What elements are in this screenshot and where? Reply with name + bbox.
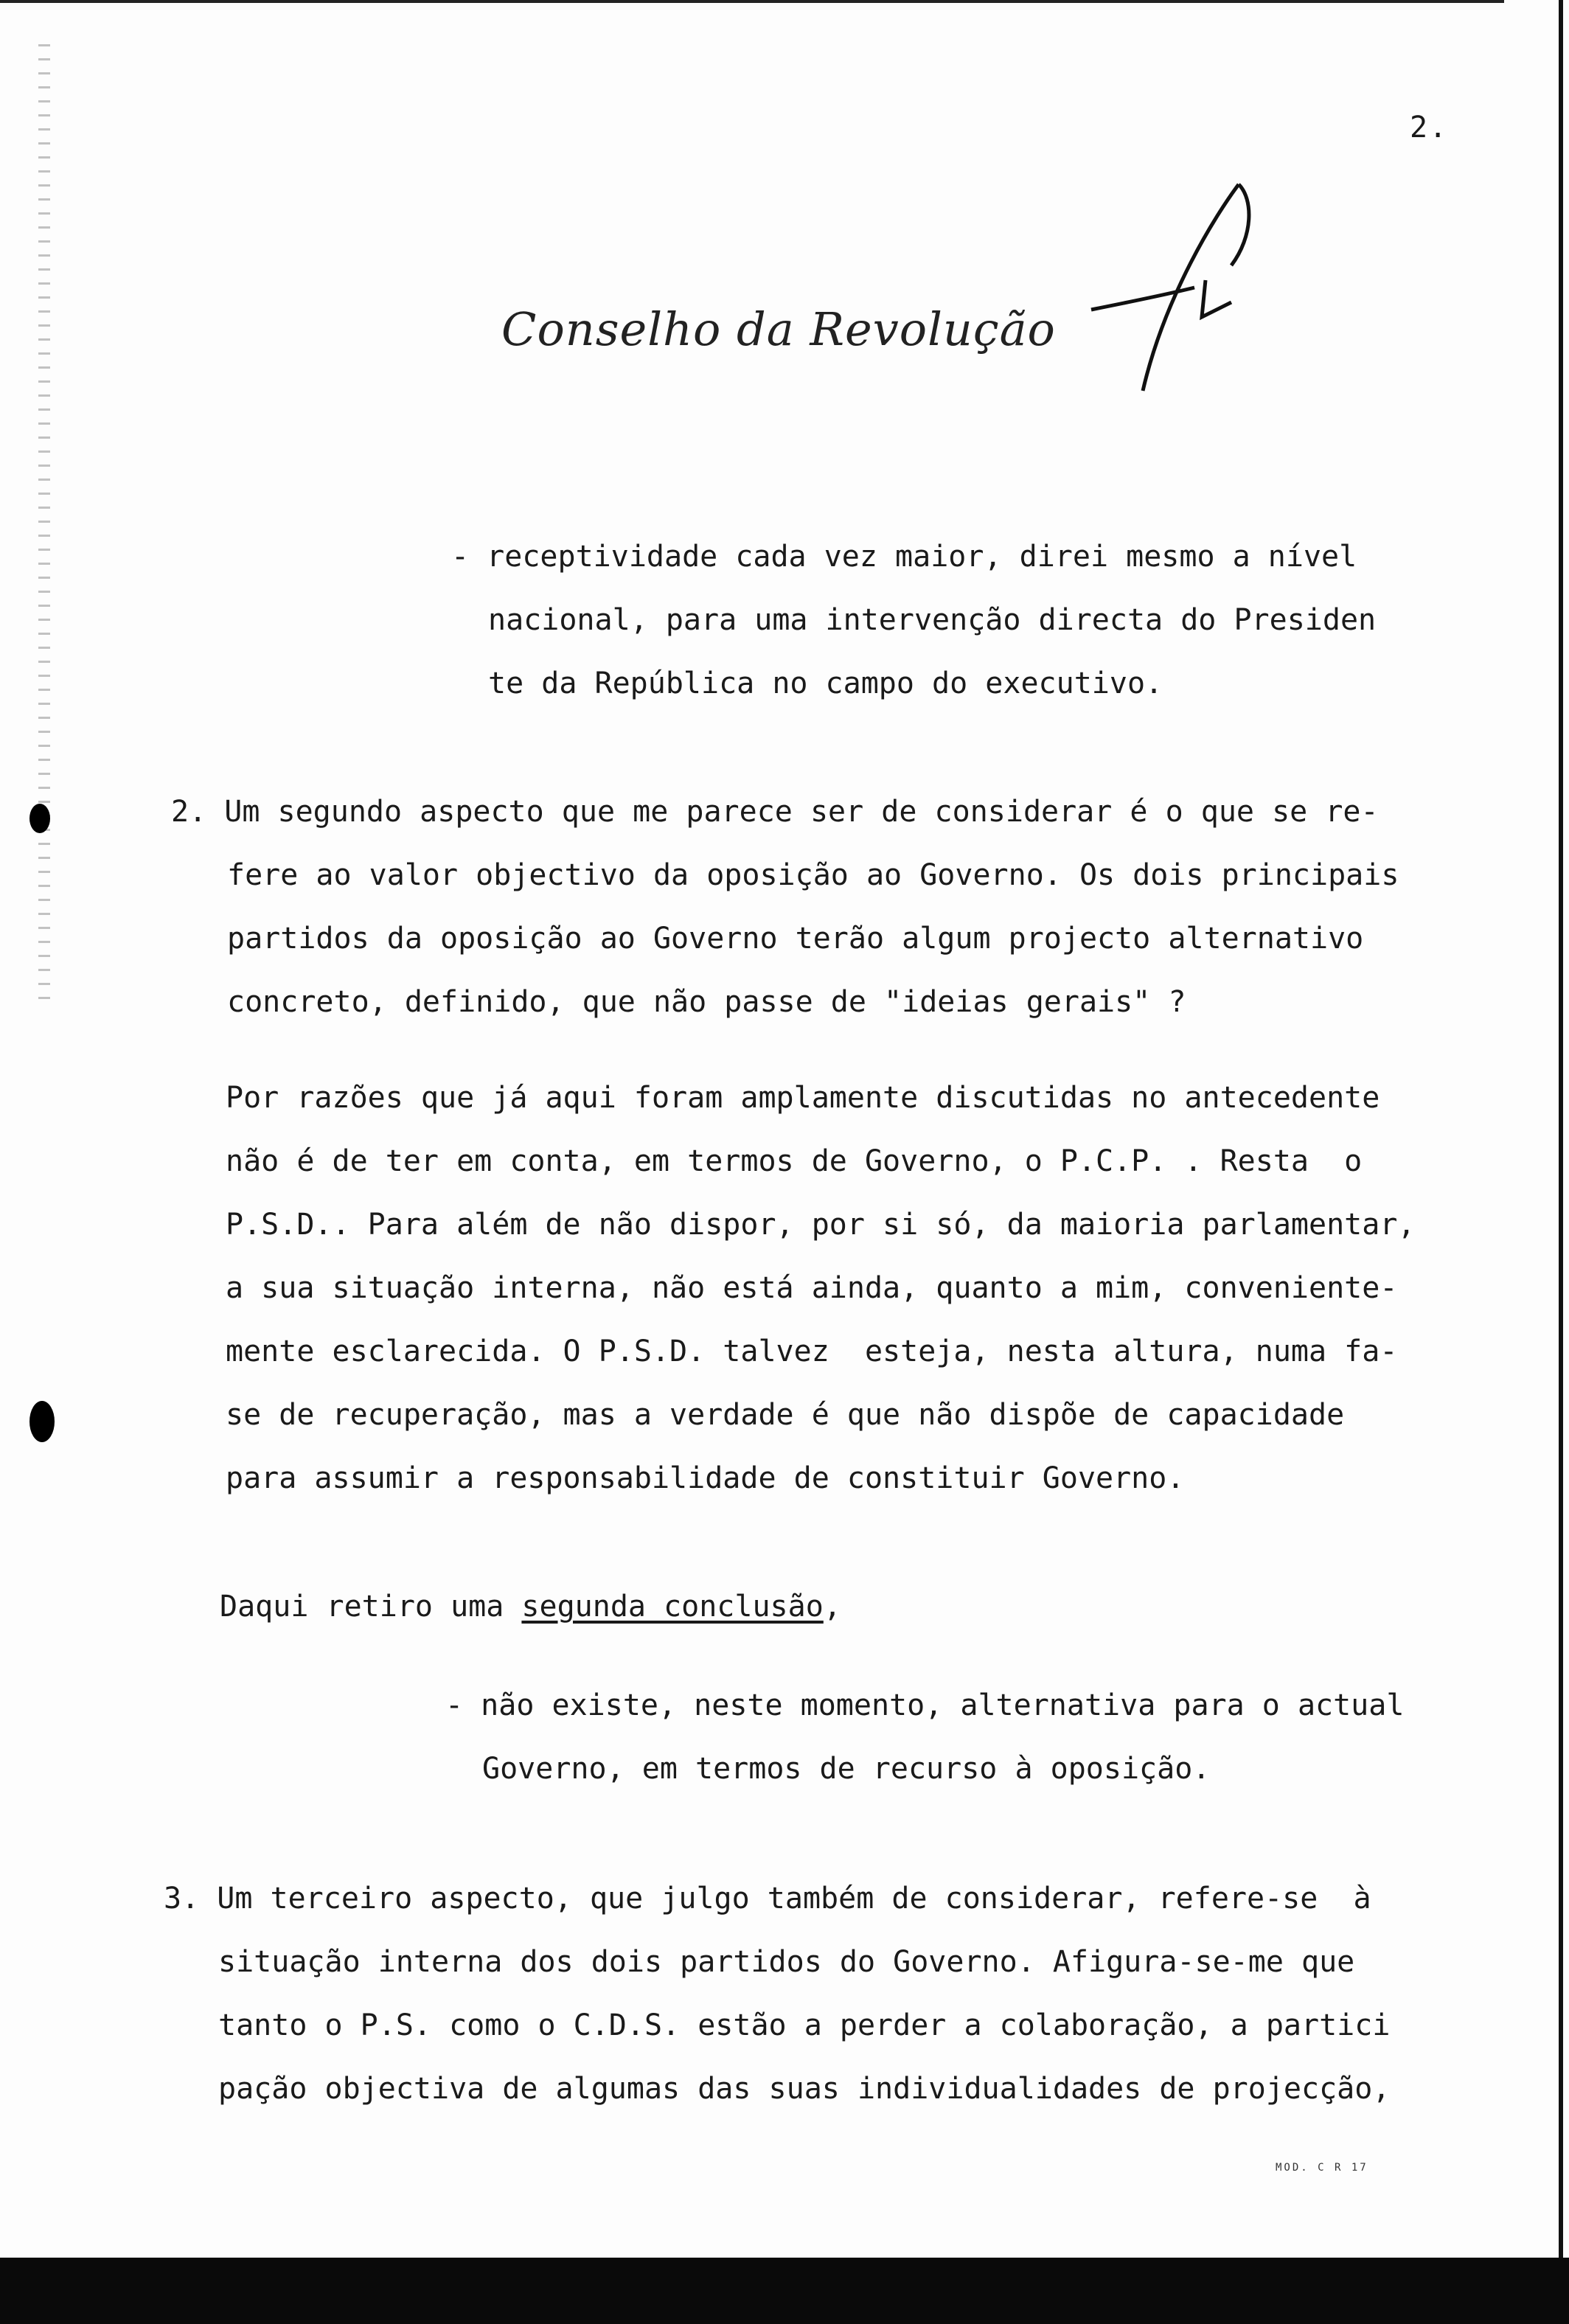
item-2-line-4: concreto, definido, que não passe de "ideias gerais" ?	[227, 985, 1186, 1019]
conclusion-underlined: segunda conclusão	[521, 1590, 824, 1624]
paragraph-2-line-3: P.S.D.. Para além de não dispor, por si só, da maioria parlamentar,	[226, 1208, 1416, 1242]
handwritten-initials	[1084, 170, 1320, 406]
item-3-line-3: tanto o P.S. como o C.D.S. estão a perder a colaboração, a partici	[218, 2008, 1391, 2042]
bullet-1-line-3: te da República no campo do executivo.	[488, 667, 1163, 700]
paragraph-2-line-5: mente esclarecida. O P.S.D. talvez esteja, nesta altura, numa fa-	[226, 1335, 1398, 1368]
item-3-line-4: pação objectiva de algumas das suas individualidades de projecção,	[218, 2072, 1391, 2106]
paragraph-2-line-7: para assumir a responsabilidade de constituir Governo.	[226, 1461, 1185, 1495]
paragraph-2-line-4: a sua situação interna, não está ainda, quanto a mim, convenientе-	[226, 1271, 1398, 1305]
item-3-line-2: situação interna dos dois partidos do Governo. Afigura-se-me que	[218, 1945, 1355, 1979]
page-number: 2.	[1410, 111, 1449, 145]
paragraph-2-line-1: Por razões que já aqui foram amplamente discutidas no antecedente	[226, 1081, 1380, 1115]
paragraph-2-line-6: se de recuperação, mas a verdade é que não dispõe de capacidade	[226, 1398, 1345, 1432]
scan-bottom-edge	[0, 2258, 1569, 2324]
punch-hole	[29, 804, 50, 833]
bullet-1-line-2: nacional, para uma intervenção directa do Presiden	[488, 603, 1377, 637]
bullet-2-line-1: - não existe, neste momento, alternativa para o actual	[445, 1688, 1405, 1722]
letterhead: Conselho da Revolução	[501, 302, 1056, 356]
item-2-line-3: partidos da oposição ao Governo terão algum projecto alternativo	[227, 922, 1364, 956]
item-2-line-1: 2. Um segundo aspecto que me parece ser de considerar é o que se re-	[171, 795, 1379, 829]
scan-margin-noise	[38, 44, 50, 1003]
form-code: MOD. C R 17	[1276, 2162, 1368, 2174]
item-3-line-1: 3. Um terceiro aspecto, que julgo também de considerar, refere-se à	[164, 1882, 1371, 1916]
right-border	[1559, 0, 1563, 2271]
punch-hole	[29, 1401, 55, 1442]
conclusion-prefix: Daqui retiro uma	[220, 1590, 522, 1624]
conclusion-line	[220, 1575, 841, 1638]
conclusion-suffix: ,	[823, 1590, 841, 1624]
top-border	[0, 0, 1504, 3]
bullet-1-line-1: - receptividade cada vez maior, direi mesmo a nível	[451, 540, 1357, 574]
bullet-2-line-2: Governo, em termos de recurso à oposição.	[482, 1752, 1211, 1786]
item-2-line-2: fere ao valor objectivo da oposição ao Governo. Os dois principais	[227, 858, 1399, 892]
paragraph-2-line-2: não é de ter em conta, em termos de Governo, o P.C.P. . Resta o	[226, 1144, 1363, 1178]
